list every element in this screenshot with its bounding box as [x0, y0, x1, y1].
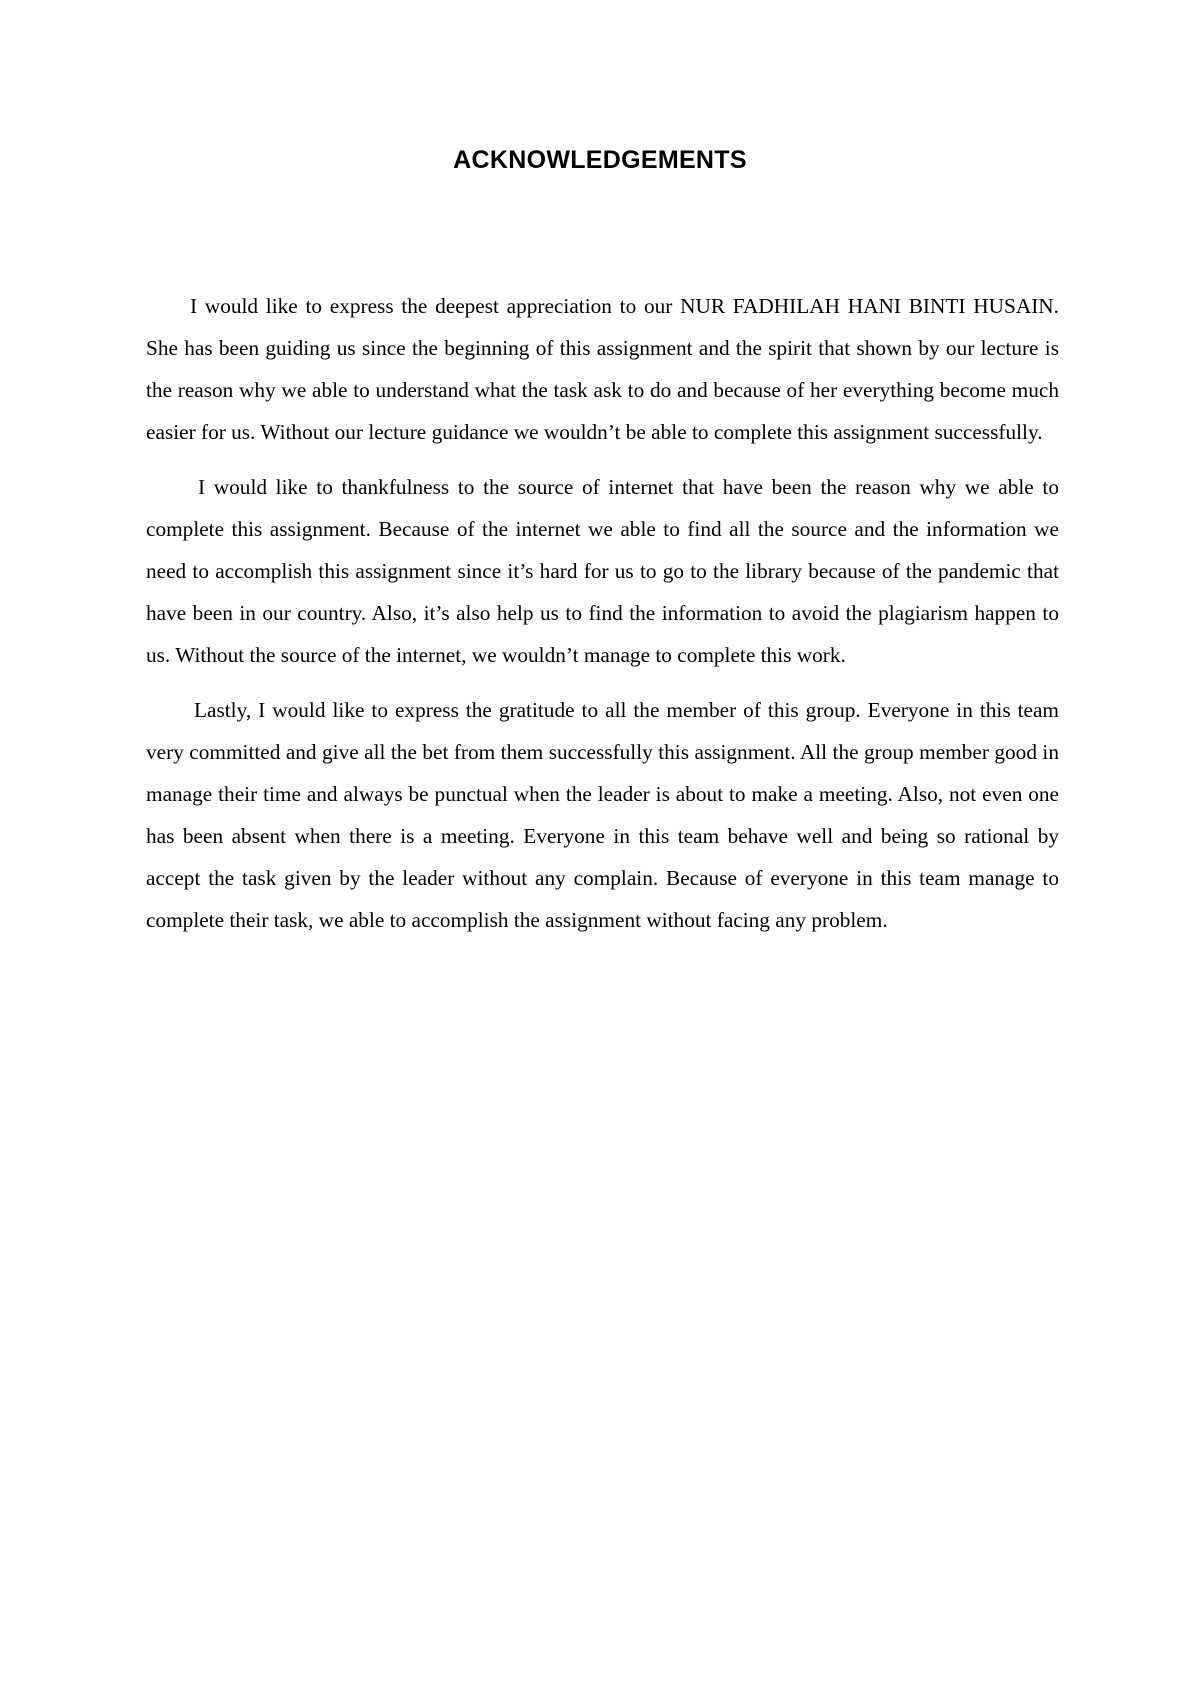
paragraph-lecturer-appreciation: I would like to express the deepest appreciation to our NUR FADHILAH HANI BINTI HUSAIN. She has been guiding us since the beginning of this assignment and the spirit that shown by our lecture is the reason why we able to understand what the task ask to do and because of her everything become much easier for us. Without our lecture guidance we wouldn’t be able to complete this assignment successfully.: [146, 294, 1059, 444]
page-title: ACKNOWLEDGEMENTS: [453, 146, 747, 174]
paragraph-internet-thanks: I would like to thankfulness to the source of internet that have been the reason why we able to complete this assignment. Because of the internet we able to find all the source and the information we need to accomplish this assignment since it’s hard for us to go to the library because of the pandemic that have been in our country. Also, it’s also help us to find the information to avoid the plagiarism happen to us. Without the source of the internet, we wouldn’t manage to complete this work.: [146, 475, 1059, 667]
paragraph-group-gratitude: Lastly, I would like to express the gratitude to all the member of this group. Everyone in this team very committed and give all the bet from them successfully this assignment. All the group member good in manage their time and always be punctual when the leader is about to make a meeting. Also, not even one has been absent when there is a meeting. Everyone in this team behave well and being so rational by accept the task given by the leader without any complain. Because of everyone in this team manage to complete their task, we able to accomplish the assignment without facing any problem.: [146, 698, 1059, 932]
document-body: [146, 285, 1059, 954]
